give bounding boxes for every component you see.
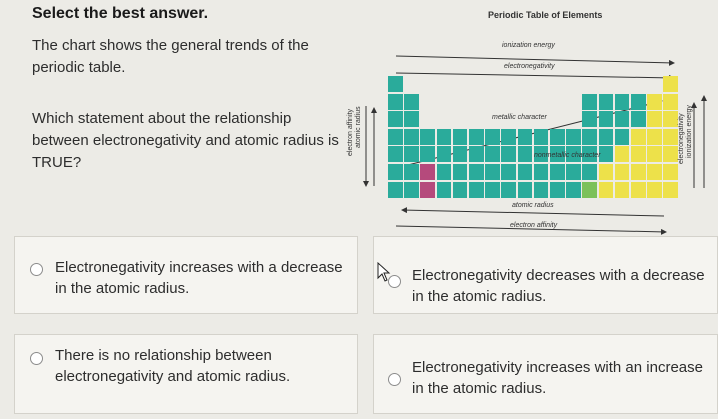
element-cell: [599, 164, 614, 180]
periodic-table-chart: [344, 8, 716, 240]
element-cell: [388, 182, 403, 198]
element-cell: [647, 146, 662, 162]
element-cell: [388, 111, 403, 127]
answer-text-a: Electronegativity increases with a decrease in the atomic radius.: [55, 259, 343, 297]
element-cell: [437, 164, 452, 180]
element-cell: [599, 94, 614, 110]
element-cell: [566, 182, 581, 198]
element-cell: [647, 129, 662, 145]
element-cell: [615, 182, 630, 198]
element-cell: [534, 129, 549, 145]
label-electronegativity-top: electronegativity: [504, 63, 555, 70]
element-cell: [518, 146, 533, 162]
element-cell: [469, 164, 484, 180]
element-cell: [647, 94, 662, 110]
answer-option-c[interactable]: [14, 334, 358, 414]
element-cell: [453, 182, 468, 198]
element-cell: [518, 182, 533, 198]
element-cell: [631, 129, 646, 145]
element-cell: [420, 164, 435, 180]
chart-title: Periodic Table of Elements: [488, 10, 603, 20]
element-cell: [404, 111, 419, 127]
radio-button-d[interactable]: [388, 373, 401, 386]
element-cell: [582, 182, 597, 198]
label-ionization-energy-right: ionization energy: [686, 105, 693, 158]
element-cell: [485, 164, 500, 180]
question-text-intro: The chart shows the general trends of the periodic table.: [32, 37, 309, 76]
element-cell: [615, 164, 630, 180]
element-cell: [631, 182, 646, 198]
element-cell: [647, 164, 662, 180]
element-cell: [615, 129, 630, 145]
element-cell: [469, 129, 484, 145]
answer-option-b[interactable]: [373, 236, 718, 314]
element-cell: [663, 129, 678, 145]
element-cell: [404, 182, 419, 198]
element-cell: [388, 129, 403, 145]
label-electron-affinity-left: electron affinity: [347, 109, 354, 156]
element-cell: [566, 164, 581, 180]
element-cell: [404, 164, 419, 180]
element-cell: [518, 129, 533, 145]
element-cell: [420, 146, 435, 162]
element-cell: [534, 182, 549, 198]
element-cell: [388, 146, 403, 162]
element-cell: [663, 182, 678, 198]
element-cell: [663, 164, 678, 180]
answer-text-d: Electronegativity increases with an increase in the atomic radius.: [412, 359, 703, 397]
element-cell: [437, 129, 452, 145]
element-cell: [582, 164, 597, 180]
label-atomic-radius-left: atomic radius: [355, 106, 362, 148]
element-cell: [663, 111, 678, 127]
element-cell: [663, 76, 678, 92]
element-cell: [647, 111, 662, 127]
element-cell: [615, 146, 630, 162]
radio-button-a[interactable]: [30, 263, 43, 276]
answer-option-d[interactable]: [373, 334, 718, 414]
instruction-heading: Select the best answer.: [32, 5, 209, 22]
label-nonmetallic-character: nonmetallic character: [534, 152, 601, 159]
element-cell: [420, 129, 435, 145]
element-cell: [647, 182, 662, 198]
element-cell: [388, 164, 403, 180]
element-cell: [631, 164, 646, 180]
element-cell: [485, 182, 500, 198]
element-cell: [485, 146, 500, 162]
element-cell: [437, 146, 452, 162]
element-cell: [404, 94, 419, 110]
mouse-pointer-icon: [377, 262, 391, 282]
element-cell: [469, 182, 484, 198]
element-cell: [599, 129, 614, 145]
radio-button-c[interactable]: [30, 352, 43, 365]
element-cell: [404, 146, 419, 162]
element-cell: [420, 182, 435, 198]
element-cell: [518, 164, 533, 180]
element-cell: [534, 164, 549, 180]
element-cell: [437, 182, 452, 198]
element-cell: [388, 76, 403, 92]
element-cell: [582, 129, 597, 145]
element-cell: [501, 182, 516, 198]
element-cell: [404, 129, 419, 145]
element-cell: [663, 94, 678, 110]
element-cell: [469, 146, 484, 162]
element-cell: [550, 129, 565, 145]
element-cell: [453, 164, 468, 180]
element-cell: [485, 129, 500, 145]
label-ionization-energy-top: ionization energy: [502, 42, 555, 49]
element-cell: [631, 94, 646, 110]
element-cell: [501, 164, 516, 180]
answer-option-a[interactable]: [14, 236, 358, 314]
answer-text-b: Electronegativity decreases with a decrease in the atomic radius.: [412, 267, 705, 305]
element-cell: [615, 111, 630, 127]
element-cell: [599, 111, 614, 127]
element-cell: [582, 111, 597, 127]
question-text-prompt: Which statement about the relationship between electronegativity and atomic radius is TRUE?: [32, 110, 339, 171]
element-cell: [582, 94, 597, 110]
element-cell: [501, 146, 516, 162]
element-cell: [631, 111, 646, 127]
element-cell: [453, 129, 468, 145]
label-electronegativity-right: electronegativity: [678, 113, 685, 164]
element-cell: [631, 146, 646, 162]
element-cell: [388, 94, 403, 110]
element-cell: [599, 182, 614, 198]
element-cell: [663, 146, 678, 162]
element-cell: [550, 182, 565, 198]
element-cell: [501, 129, 516, 145]
label-metallic-character: metallic character: [492, 114, 547, 121]
element-cell: [615, 94, 630, 110]
label-electron-affinity-bottom: electron affinity: [510, 222, 558, 229]
answer-text-c: There is no relationship between electronegativity and atomic radius.: [55, 347, 291, 385]
element-cell: [566, 129, 581, 145]
element-cell: [453, 146, 468, 162]
label-atomic-radius-bottom: atomic radius: [512, 202, 554, 209]
element-cell: [550, 164, 565, 180]
